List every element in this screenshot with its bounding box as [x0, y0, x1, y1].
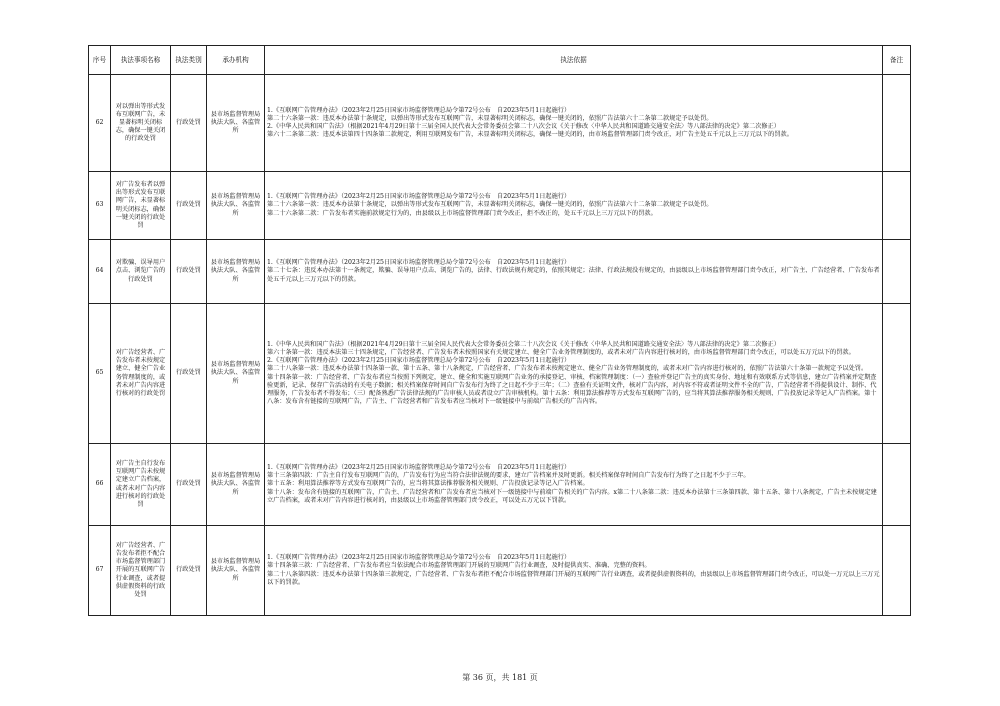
remarks-cell — [883, 526, 911, 616]
header-item: 执法事项名称 — [111, 46, 171, 75]
legal-basis-paragraph: 第二十六条第一款：违反本办法第十条规定，以弹出等形式发布互联网广告，未显著标明关闭标志，确保一键关闭的，依照广告法第六十二条第二款规定予以处罚。 — [267, 201, 713, 209]
handling-organization: 县市场监督管理局执法大队、各监管所 — [207, 444, 265, 526]
legal-basis-paragraph: 第二十六条第二款：广告发布者实施前款规定行为的，由县级以上市场监督管理部门责令改正，拒不改正的，处五千元以上三万元以下的罚款。 — [267, 209, 657, 217]
legal-basis-paragraph: 第十四条第三款：广告经营者、广告发布者应当依法配合市场监督管理部门开展的互联网广告行业调查，及时提供真实、准确、完整的资料。 — [267, 562, 651, 570]
row-number: 67 — [89, 526, 111, 616]
legal-basis-paragraph: 第二十八条第一款：违反本办法第十四条第一款、第十五条、第十八条规定，广告经营者、广告发布者未按规定建立、健全广告业务管理制度的，或者未对广告内容进行核对的，依照广告法第六十条第一款规定予以处罚。 — [267, 365, 868, 373]
legal-basis-paragraph: 1.《互联网广告管理办法》（2023年2月25日国家市场监督管理总局令第72号公布 自2023年5月1日起施行） — [267, 259, 571, 267]
table-row — [89, 304, 911, 444]
handling-organization: 县市场监督管理局执法大队、各监管所 — [207, 304, 265, 444]
legal-basis-paragraph: 第十四条第一款：广告经营者、广告发布者应当按照下列规定，建立、健全和实施互联网广告业务的承接登记、审核、档案管理制度：（一）查验并登记广告主的真实身份、地址和有效联系方式等信息，建立广告档案并定期查验更新，记录、保存广告活动的有关电子数据；相关档案保存时间自广告发布行为终了之日起不少于三年；（二）查验有关证明文件，核对广告内容，对内容不符或者证明文件不全的广告，广告经营者不得提供设计、制作、代理服务，广告发布者不得发布；（三）配备熟悉广告法律法规的广告审核人员或者设立广告审核机构。第十五条：利用算法推荐等方式发布互联网广告的，应当将其算法推荐服务相关规则、广告投放记录等记入广告档案。第十八条：发布含有链接的互联网广告，广告主、广告经营者和广告发布者应当核对下一级链接中与前端广告相关的广告内容。 — [267, 373, 877, 405]
header-basis: 执法依据 — [265, 46, 883, 75]
header-no: 序号 — [89, 46, 111, 75]
enforcement-type: 行政处罚 — [171, 240, 207, 304]
table-row — [89, 75, 911, 172]
handling-organization: 县市场监督管理局执法大队、各监管所 — [207, 240, 265, 304]
table-row — [89, 240, 911, 304]
legal-basis-paragraph: 第六十条第一款：违反本法第三十四条规定，广告经营者、广告发布者未按照国家有关规定建立、健全广告业务管理制度的，或者未对广告内容进行核对的，由市场监督管理部门责令改正，可以处五万元以下的罚款。 — [267, 349, 855, 357]
row-number: 63 — [89, 172, 111, 240]
handling-organization: 县市场监督管理局执法大队、各监管所 — [207, 172, 265, 240]
enforcement-type: 行政处罚 — [171, 75, 207, 172]
enforcement-item-name: 对以弹出等形式发布互联网广告，未显著标明关闭标志，确保一键关闭的行政处罚 — [111, 75, 171, 172]
header-org: 承办机构 — [207, 46, 265, 75]
row-number: 64 — [89, 240, 111, 304]
enforcement-type: 行政处罚 — [171, 304, 207, 444]
table-body — [89, 75, 911, 616]
handling-organization: 县市场监督管理局执法大队、各监管所 — [207, 75, 265, 172]
legal-basis-paragraph: 1.《互联网广告管理办法》（2023年2月25日国家市场监督管理总局令第72号公布 自2023年5月1日起施行） — [267, 464, 571, 472]
remarks-cell — [883, 240, 911, 304]
legal-basis — [265, 172, 883, 240]
remarks-cell — [883, 75, 911, 172]
page-footer: 第 36 页，共 181 页 — [462, 673, 538, 682]
legal-basis-paragraph: 1.《中华人民共和国广告法》（根据2021年4月29日第十三届全国人民代表大会常务委员会第二十八次会议《关于修改〈中华人民共和国道路交通安全法〉等八部法律的决定》第二次修正） — [267, 341, 780, 349]
header-note: 备注 — [883, 46, 911, 75]
enforcement-item-name: 对广告经营者、广告发布者拒不配合市场监督管理部门开展的互联网广告行业调查，或者提供虚假资料的行政处罚 — [111, 526, 171, 616]
legal-basis — [265, 240, 883, 304]
table-row — [89, 444, 911, 526]
table-header-row — [89, 46, 911, 75]
legal-basis-paragraph: 第十三条第四款：广告主自行发布互联网广告的，广告发布行为应当符合法律法规的要求，建立广告档案并及时更新。相关档案保存时间自广告发布行为终了之日起不少于三年。 — [267, 472, 750, 480]
legal-basis-paragraph: 第二十七条：违反本办法第十一条规定，欺骗、误导用户点击、浏览广告的，法律、行政法规有规定的，依照其规定；法律、行政法规没有规定的，由县级以上市场监督管理部门责令改正，对广告主、广告经营者、广告发布者处五千元以上三万元以下的罚款。 — [267, 267, 880, 283]
remarks-cell — [883, 172, 911, 240]
remarks-cell — [883, 444, 911, 526]
row-number: 66 — [89, 444, 111, 526]
legal-basis-paragraph: 第六十二条第二款：违反本法第四十四条第二款规定，利用互联网发布广告，未显著标明关闭标志，确保一键关闭的，由市场监督管理部门责令改正，对广告主处五千元以上三万元以下的罚款。 — [267, 131, 793, 139]
regulation-table-sheet — [88, 45, 910, 616]
legal-basis — [265, 304, 883, 444]
legal-basis-paragraph: 1.《互联网广告管理办法》（2023年2月25日国家市场监督管理总局令第72号公布 自2023年5月1日起施行） — [267, 554, 571, 562]
enforcement-item-name: 对广告经营者、广告发布者未按规定建立、健全广告业务管理制度的，或者未对广告内容进行核对的行政处罚 — [111, 304, 171, 444]
enforcement-type: 行政处罚 — [171, 444, 207, 526]
legal-basis-paragraph: 1.《互联网广告管理办法》（2023年2月25日国家市场监督管理总局令第72号公布 自2023年5月1日起施行） — [267, 193, 571, 201]
legal-basis — [265, 444, 883, 526]
table-row — [89, 172, 911, 240]
legal-basis-paragraph: 第十八条：发布含有链接的互联网广告，广告主、广告经营者和广告发布者应当核对下一级链接中与前端广告相关的广告内容。x第二十八条第二款：违反本办法第十三条第四款、第十五条、第十八条规定，广告主未按规定建立广告档案，或者未对广告内容进行核对的，由县级以上市场监督管理部门责令改正，可以处五万元以下罚款。 — [267, 488, 877, 504]
enforcement-type: 行政处罚 — [171, 526, 207, 616]
legal-basis-paragraph: 2.《中华人民共和国广告法》（根据2021年4月29日第十三届全国人民代表大会常务委员会第二十八次会议《关于修改〈中华人民共和国道路交通安全法〉等八部法律的决定》第二次修正） — [267, 123, 780, 130]
remarks-cell — [883, 304, 911, 444]
enforcement-item-name: 对广告主自行发布互联网广告未按规定建立广告档案，或者未对广告内容进行核对的行政处罚 — [111, 444, 171, 526]
legal-basis-paragraph: 第二十八条第四款：违反本办法第十四条第三款规定，广告经营者、广告发布者拒不配合市场监督管理部门开展的互联网广告行业调查，或者提供虚假资料的，由县级以上市场监督管理部门责令改正，可以处一万元以上三万元以下的罚款。 — [267, 570, 880, 586]
row-number: 62 — [89, 75, 111, 172]
enforcement-item-name: 对广告发布者以弹出等形式发布互联网广告，未显著标明关闭标志，确保一键关闭的行政处罚 — [111, 172, 171, 240]
enforcement-item-name: 对欺骗、误导用户点击、浏览广告的行政处罚 — [111, 240, 171, 304]
legal-basis-paragraph: 第二十六条第一款：违反本办法第十条规定，以弹出等形式发布互联网广告，未显著标明关闭标志，确保一键关闭的，依照广告法第六十二条第二款规定予以处罚。 — [267, 114, 713, 122]
enforcement-table — [88, 45, 911, 616]
table-row — [89, 526, 911, 616]
row-number: 65 — [89, 304, 111, 444]
legal-basis-paragraph: 1.《互联网广告管理办法》（2023年2月25日国家市场监督管理总局令第72号公布 自2023年5月1日起施行） — [267, 106, 571, 114]
legal-basis-paragraph: 2.《互联网广告管理办法》（2023年2月25日国家市场监督管理总局令第72号公布 自2023年5月1日起施行） — [267, 357, 571, 365]
legal-basis — [265, 75, 883, 172]
header-type: 执法类别 — [171, 46, 207, 75]
legal-basis — [265, 526, 883, 616]
handling-organization: 县市场监督管理局执法大队、各监管所 — [207, 526, 265, 616]
enforcement-type: 行政处罚 — [171, 172, 207, 240]
legal-basis-paragraph: 第十五条：利用算法推荐等方式发布互联网广告的，应当将其算法推荐服务相关规则、广告投放记录等记入广告档案。 — [267, 480, 589, 488]
